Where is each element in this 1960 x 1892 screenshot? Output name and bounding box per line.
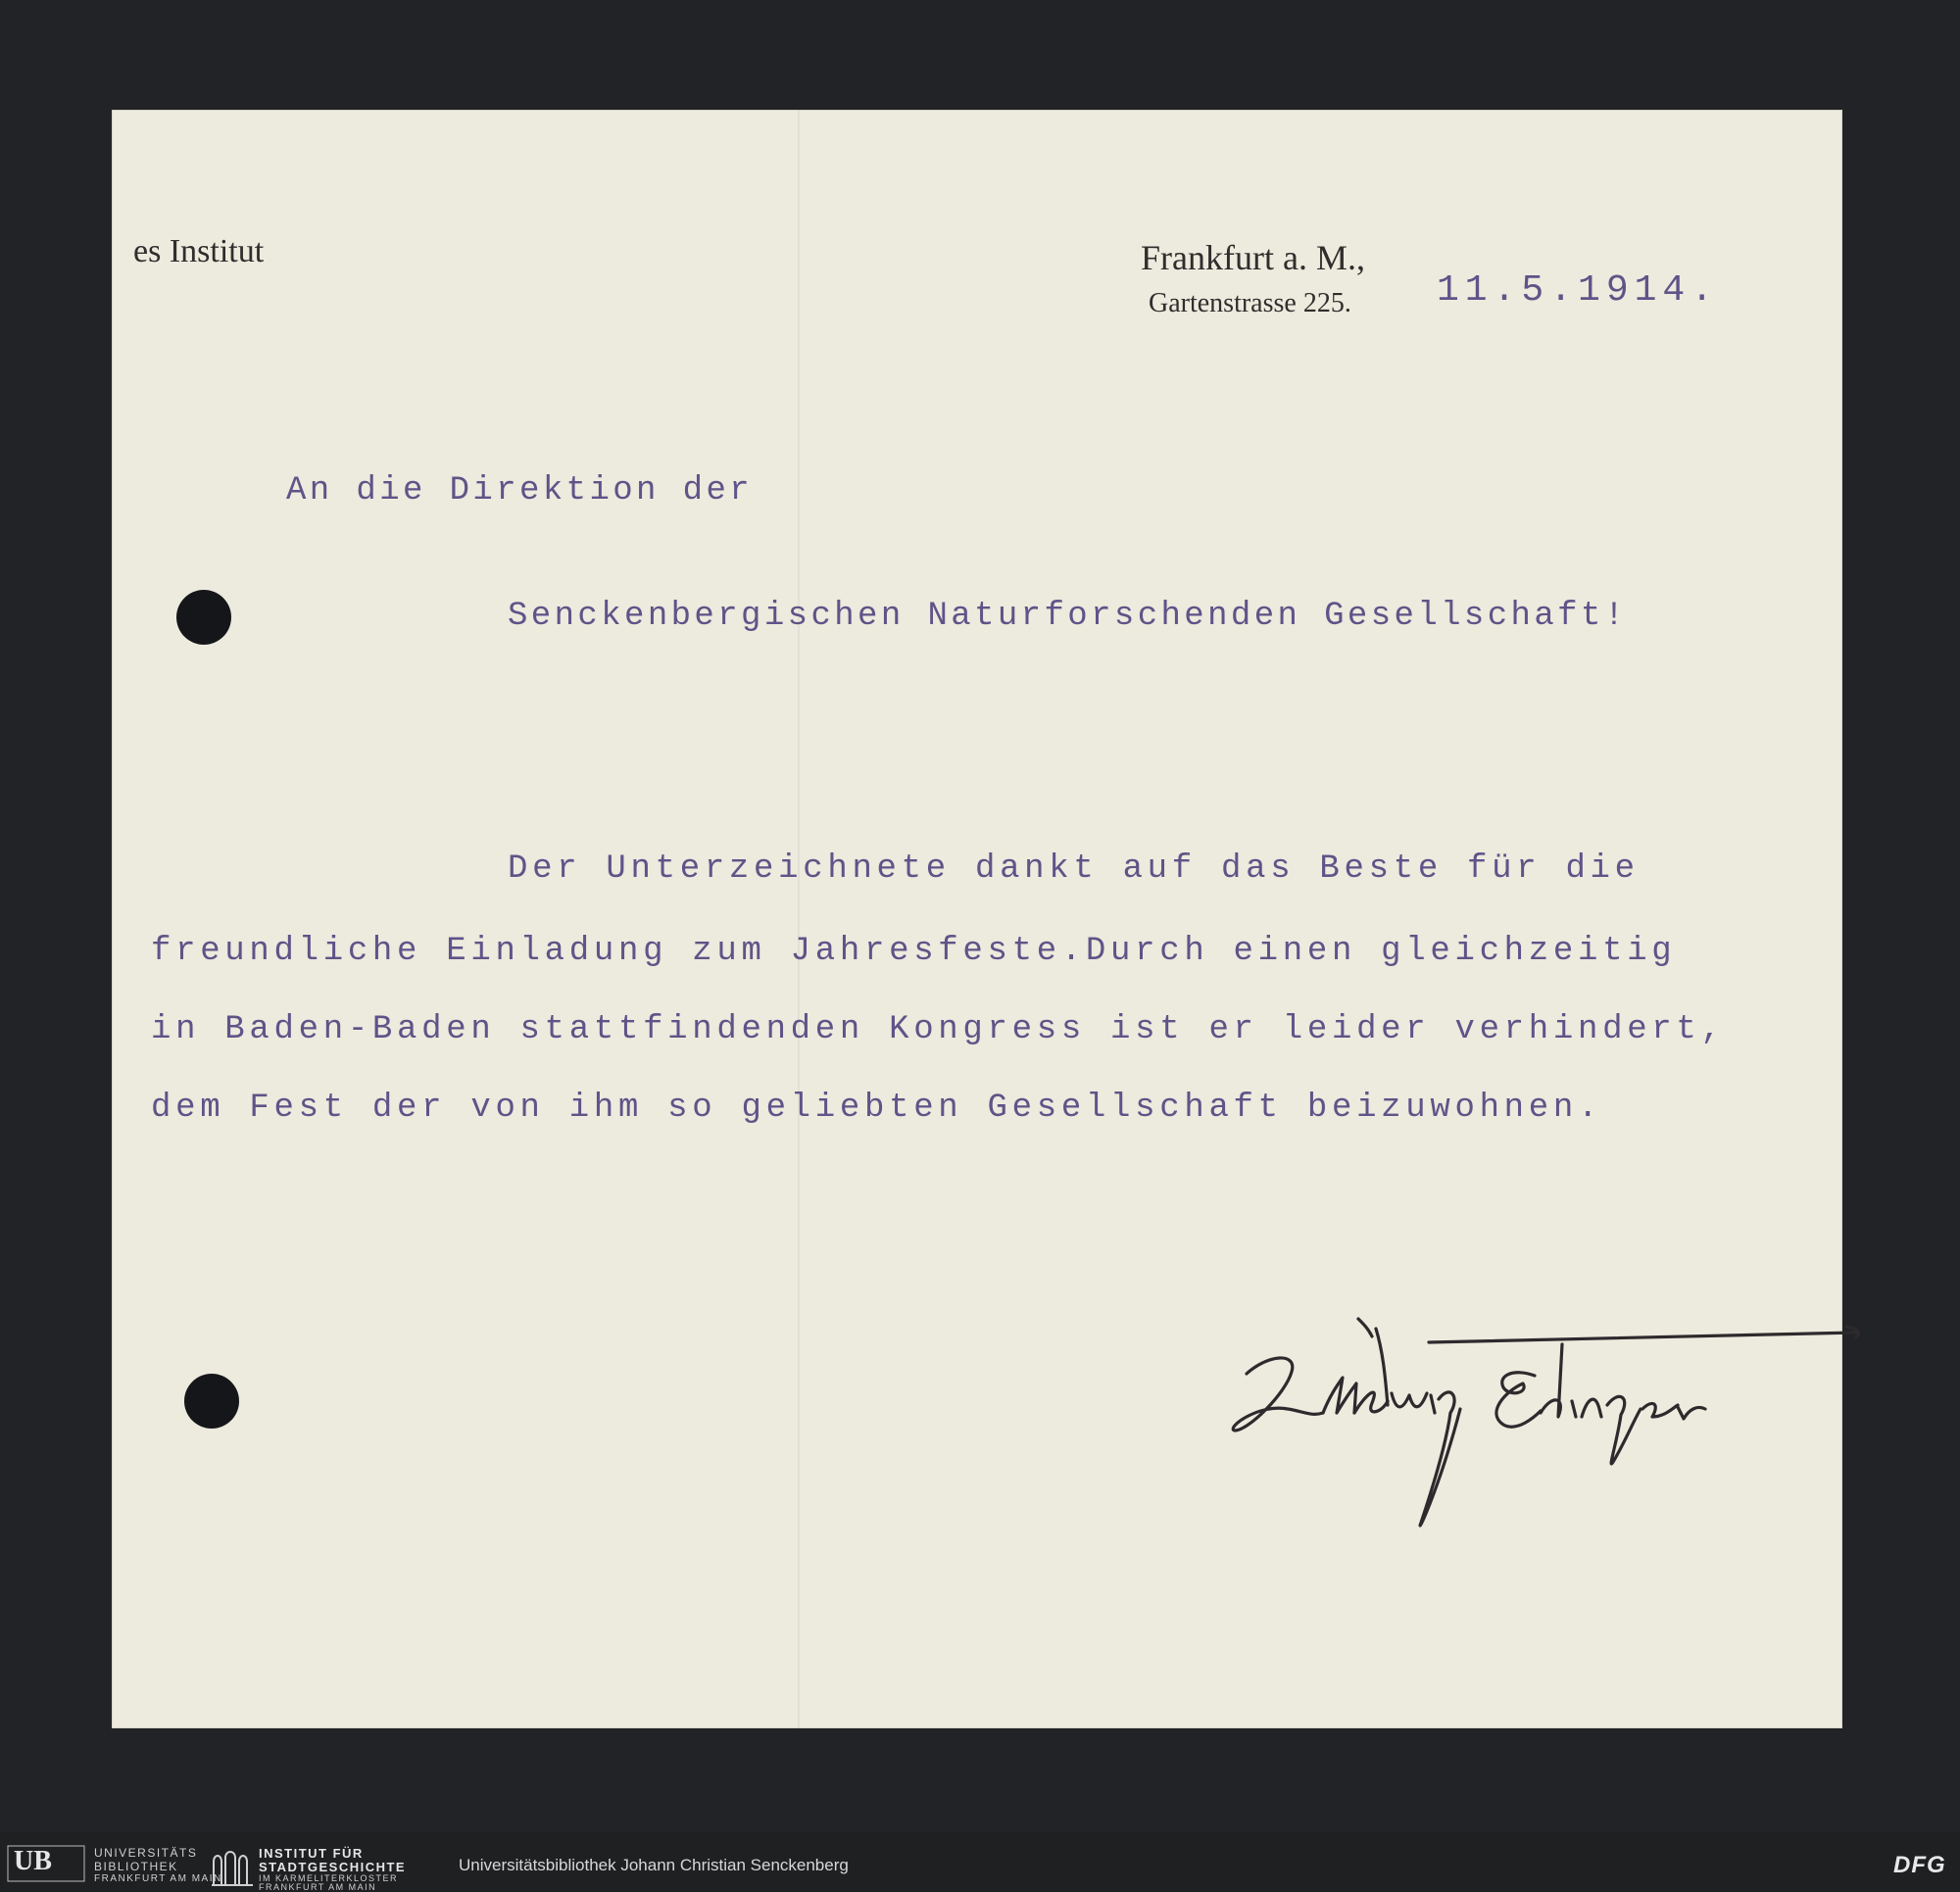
letter-date: 11.5.1914. [1437,269,1720,312]
ub-logo-line-3: FRANKFURT AM MAIN [94,1873,222,1884]
isg-logo-line-1: INSTITUT FÜR [259,1846,364,1861]
dfg-logo: DFG [1893,1852,1946,1878]
footer-credit-text: Universitätsbibliothek Johann Christian Senckenberg [459,1856,849,1874]
recipient-line-1: An die Direktion der [286,472,754,509]
body-line-4: dem Fest der von ihm so geliebten Gesellschaft beizuwohnen. [151,1090,1603,1127]
isg-logo-line-4: FRANKFURT AM MAIN [259,1882,377,1892]
recipient-line-2: Senckenbergischen Naturforschenden Gesellschaft! [508,598,1628,635]
body-line-3: in Baden-Baden stattfindenden Kongress ist er leider verhindert, [151,1011,1726,1048]
body-line-2: freundliche Einladung zum Jahresfeste.Durch einen gleichzeitig [151,933,1677,970]
isg-logo-line-3: IM KARMELITERKLOSTER [259,1873,399,1883]
ub-logo-line-2: BIBLIOTHEK [94,1860,178,1873]
punch-hole-bottom [184,1374,239,1429]
isg-logo-icon [210,1848,255,1887]
letter-paper [112,110,1842,1728]
isg-logo-line-2: STADTGESCHICHTE [259,1860,407,1874]
punch-hole-top [176,590,231,645]
handwritten-signature [1229,1315,1866,1540]
letterhead-street: Gartenstrasse 225. [1149,288,1351,318]
letterhead-institute: es Institut [133,233,265,269]
ub-logo-line-1: UNIVERSITÄTS [94,1846,198,1860]
body-line-1: Der Unterzeichnete dankt auf das Beste für die [508,850,1640,888]
ub-logo-mark: UB [14,1846,52,1876]
paper-fold-line [798,110,800,1728]
letterhead-city: Frankfurt a. M., [1141,238,1365,277]
